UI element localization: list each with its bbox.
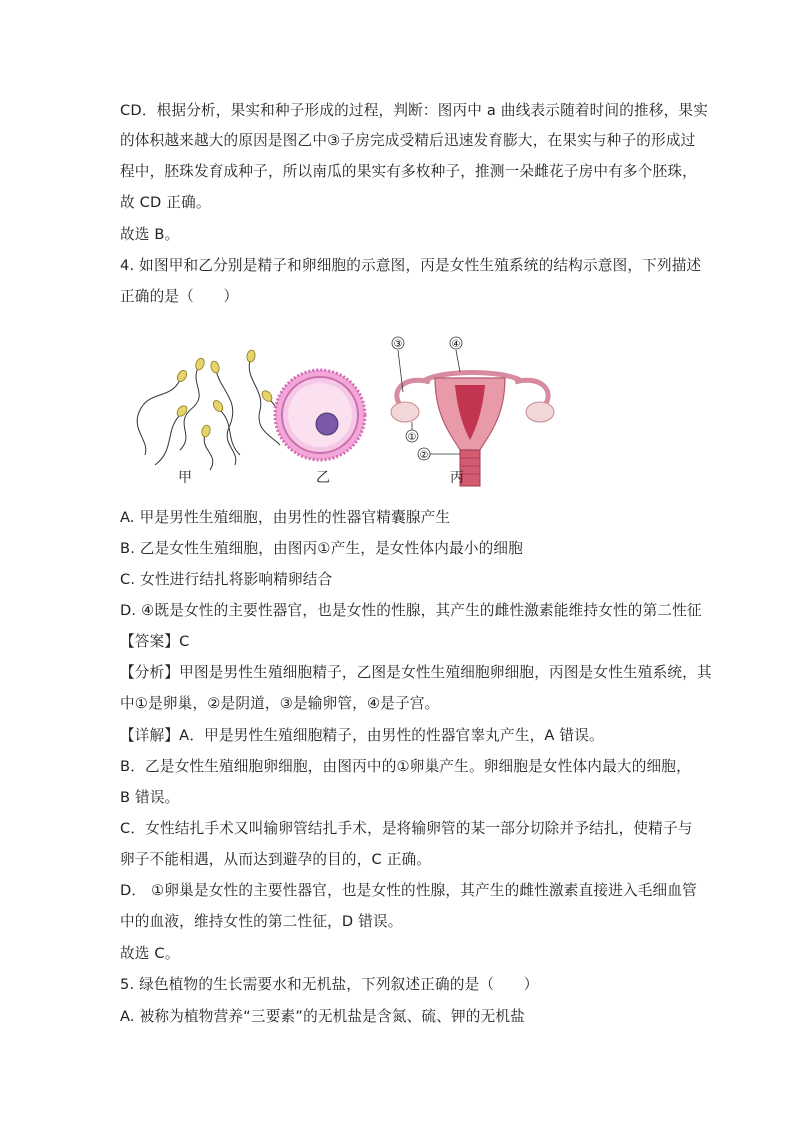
question-5-stem: 5. 绿色植物的生长需要水和无机盐，下列叙述正确的是（ ）: [120, 976, 539, 993]
option-c: C. 女性进行结扎将影响精卵结合: [120, 571, 333, 588]
question-4-stem: 4. 如图甲和乙分别是精子和卵细胞的示意图，丙是女性生殖系统的结构示意图，下列描述: [120, 257, 702, 274]
caption-bing: 丙: [450, 470, 464, 486]
label-4: ④: [451, 339, 461, 350]
explanation-line: B 错误。: [120, 789, 180, 806]
label-3: ③: [393, 339, 403, 350]
explanation-line: C．女性结扎手术又叫输卵管结扎手术，是将输卵管的某一部分切除并予结扎，使精子与: [120, 820, 693, 837]
text-line: 的体积越来越大的原因是图乙中③子房完成受精后迅速发育膨大，在果实与种子的形成过: [120, 132, 696, 149]
marker-1: [406, 430, 418, 443]
marker-4: [450, 337, 462, 350]
option-d: D. ④既是女性的主要性器官，也是女性的性腺，其产生的雌性激素能维持女性的第二性征: [120, 602, 702, 619]
explanation-line: D． ①卵巢是女性的主要性器官，也是女性的性腺，其产生的雌性激素直接进入毛细血管: [120, 882, 697, 899]
question-5-option-a: A. 被称为植物营养“三要素”的无机盐是含氮、硫、钾的无机盐: [120, 1008, 525, 1025]
text-line: 程中，胚珠发育成种子，所以南瓜的果实有多枚种子，推测一朵雌花子房中有多个胚珠，: [120, 163, 697, 180]
answer-line: 【答案】C: [120, 633, 190, 650]
text-line: 故 CD 正确。: [120, 194, 211, 211]
explanation-line: 中的血液，维持女性的第二性征，D 错误。: [120, 913, 403, 930]
choice-line: 故选 C。: [120, 945, 180, 962]
text-line: 故选 B。: [120, 226, 180, 243]
explanation-line: 卵子不能相遇，从而达到避孕的目的，C 正确。: [120, 851, 432, 868]
label-1: ①: [407, 432, 417, 443]
explanation-line: 【详解】A．甲是男性生殖细胞精子，由男性的性器官睾丸产生，A 错误。: [120, 727, 604, 744]
caption-yi: 乙: [316, 470, 330, 486]
explanation-line: B．乙是女性生殖细胞卵细胞，由图丙中的①卵巢产生。卵细胞是女性体内最大的细胞，: [120, 758, 691, 775]
sperm-illustration: [137, 360, 295, 470]
marker-3: [392, 337, 404, 350]
female-reproductive-system-illustration: [391, 373, 554, 487]
analysis-line: 中①是卵巢，②是阴道，③是输卵管，④是子宫。: [120, 695, 440, 712]
label-2: ②: [419, 450, 429, 461]
egg-cell-illustration: [275, 370, 365, 460]
text-line: CD．根据分析，果实和种子形成的过程，判断：图丙中 a 曲线表示随着时间的推移，果实: [120, 102, 709, 119]
analysis-line: 【分析】甲图是男性生殖细胞精子，乙图是女性生殖细胞卵细胞，丙图是女性生殖系统，其: [120, 664, 712, 681]
reproduction-figure: [120, 330, 560, 490]
option-b: B. 乙是女性生殖细胞，由图丙①产生，是女性体内最小的细胞: [120, 540, 524, 557]
caption-jia: 甲: [178, 470, 192, 486]
question-4-stem: 正确的是（ ）: [120, 288, 239, 305]
option-a: A. 甲是男性生殖细胞，由男性的性器官精囊腺产生: [120, 509, 451, 526]
marker-2: [418, 448, 430, 461]
